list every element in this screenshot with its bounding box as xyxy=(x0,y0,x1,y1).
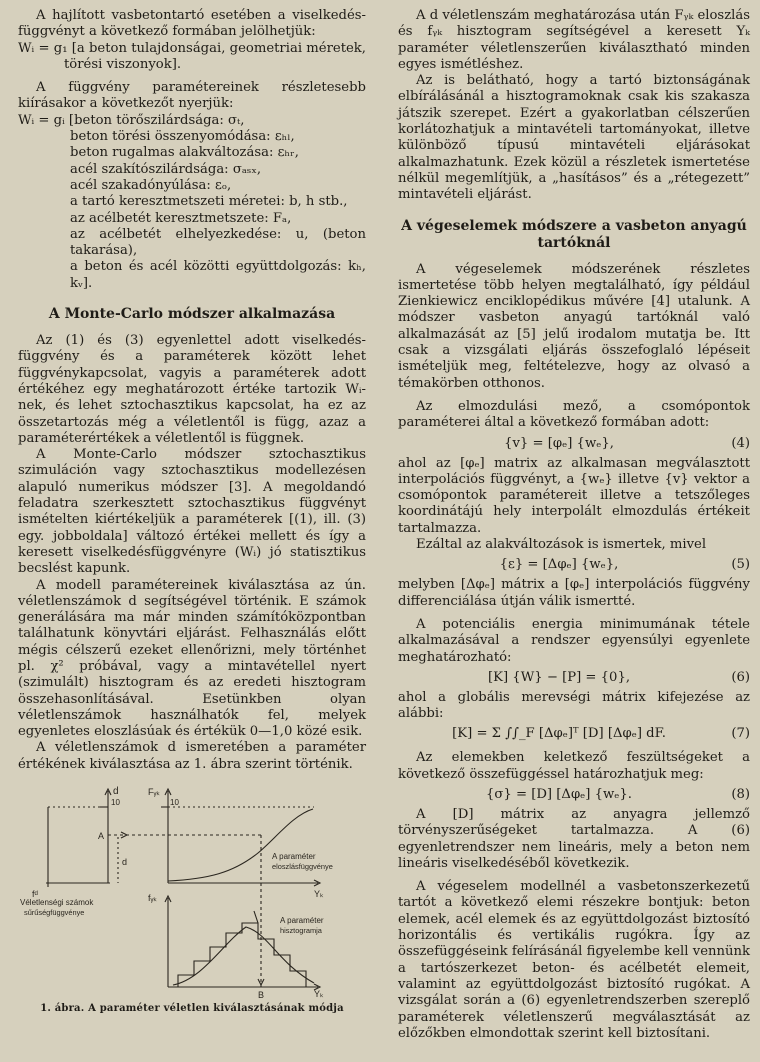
density-label: Véletlenségi számok xyxy=(20,898,94,908)
label-A: A xyxy=(98,831,105,842)
label-B: B xyxy=(258,990,265,1001)
cdf-label: eloszlásfüggvénye xyxy=(272,862,333,872)
list-item: acél szakítószilárdsága: σₐₛₓ, xyxy=(70,161,262,177)
list-item: beton törési összenyomódása: εₕₗ, xyxy=(70,129,295,145)
list-item: acél szakadónyúlása: εₒ, xyxy=(70,177,232,193)
paragraph: A d véletlenszám meghatározása után Fᵧₖ eloszlás és fᵧₖ hisztogram segítségével a keresett Yₖ paraméter véletlenszerűen kiválasztható minden egyes ismétléshez. xyxy=(398,8,750,72)
equation-body: {v} = [φₑ] {wₑ}, xyxy=(504,435,614,451)
equation-number: (4) xyxy=(731,435,750,451)
density-curve xyxy=(173,927,314,985)
equation-body: {σ} = [D] [Δφₑ] {wₑ}. xyxy=(486,786,632,802)
equation-behavior-function: Wᵢ = g₁ [a beton tulajdonságai, geometriai méretek, törési viszonyok]. xyxy=(18,40,366,72)
equation-8 xyxy=(398,786,750,804)
axis-label-fyk: Fᵧₖ xyxy=(148,787,161,798)
paragraph: A függvény paramétereinek részletesebb kiírásakor a következőt nyerjük: xyxy=(18,80,366,112)
figure-diagram xyxy=(18,783,366,1001)
list-item: a beton és acél közötti együttdolgozás: kₕ, kᵥ]. xyxy=(70,259,366,291)
paragraph: ahol a globális merevségi mátrix kifejezése az alábbi: xyxy=(398,689,750,722)
tick-label-10: 10 xyxy=(170,798,179,808)
paragraph: A végeselemek módszerének részletes ismertetése több helyen megtalálható, így például Zienkiewicz enciklopédikus művére [4] utalunk. A módszer vasbeton anyagú tartóknál való alkalmazását az [5] jelű irodalom mutatja be. Itt csak a vizsgálati eljárás összefoglaló lépéseit ismételjük meg, feltételezve, hogy az olvasó a témakörben otthonos. xyxy=(398,261,750,391)
equation-number: (7) xyxy=(731,726,750,742)
paragraph: A modell paramétereinek kiválasztása az ún. véletlenszámok d segítségével történik. E számok generálására ma már minden számítóközpontban találhatunk könyvtári eljárást. Felhasználás előtt mégis célszerű ezeket ellenőrizni, mely történhet pl. χ² próbával, vagy a mintavétellel nyert (szimulált) hisztogram és az eredeti hisztogram összehasonlításával. Esetünkben olyan véletlenszámok használhatók fel, melyek egyenletes eloszlásúak és értékük 0—1,0 közé esik. xyxy=(18,577,366,740)
figure-1 xyxy=(18,783,366,1014)
paragraph: A [D] mátrix az anyagra jellemző törvényszerűségeket tartalmazza. A (6) egyenletrendszer nem lineáris, mely a beton nem lineáris viselkedéséből következik. xyxy=(398,806,750,871)
paragraph: Az (1) és (3) egyenlettel adott viselkedés-függvény és a paraméterek között lehet függvénykapcsolat, vagyis a paraméterek adott értékéhez egy meghatározott értéke tartozik Wᵢ-nek, és lehet sztochasztikus kapcsolat, ha ez az összetartozás még a véletlentől is függ, azaz a paraméterértékek a véletlentől is függnek. xyxy=(18,333,366,446)
label-d-mid: d xyxy=(122,857,128,868)
parameter-list-lead: Wᵢ = gᵢ [beton törőszilárdsága: σₜ, xyxy=(18,112,245,128)
parameter-list xyxy=(18,113,366,292)
equation-7 xyxy=(398,725,750,743)
equation-body: {ε} = [Δφₑ] {wₑ}, xyxy=(499,557,619,573)
axis-label-fyk-small: fᵧₖ xyxy=(148,893,158,904)
equation-body: [K] {W} − [P] = {0}, xyxy=(487,669,631,685)
paragraph: Az is belátható, hogy a tartó biztonságának elbírálásánál a hisztogramoknak csak kis szakasza játszik szerepet. Ezért a gyakorlatban célszerűen korlátozhatjuk a mintavételi tartományokat, illetve különböző típusú mintavételi eljárásokat alkalmazhatunk. Ezek közül a részletek ismertetése nélkül megemlítjük, a „hasításos” és a „rétegezett” mintavételi eljárást. xyxy=(398,73,750,203)
histogram-label: hisztogramja xyxy=(280,926,322,936)
section-heading: A végeselemek módszere a vasbeton anyagú tartóknál xyxy=(401,217,747,251)
paragraph: Az elemekben keletkező feszültségeket a következő összefüggéssel határozhatjuk meg: xyxy=(398,750,750,782)
list-item: az acélbetét elhelyezkedése: u, (beton takarása), xyxy=(70,226,366,259)
density-label: sűrűségfüggvénye xyxy=(24,908,85,918)
left-column xyxy=(18,8,366,1014)
paragraph: A véletlenszámok d ismeretében a paraméter értékének kiválasztása az 1. ábra szerint történik. xyxy=(18,740,366,772)
figure-caption: 1. ábra. A paraméter véletlen kiválasztásának módja xyxy=(40,1003,344,1015)
list-item: az acélbetét keresztmetszete: Fₐ, xyxy=(70,210,292,226)
paragraph: A végeselem modellnél a vasbetonszerkezetű tartót a következő elemi részekre bontjuk: beton elemek, acél elemek és az együttdolgozást biztosító horizontális és vertikális rugókra. Így az összefüggéseink felírásánál figyelembe kell vennünk a tartószerkezet beton- és acélbetét elemeit, valamint az együttdolgozást biztosító rugókat. A vizsgálat során a (6) egyenletrendszerben szereplő paraméterek véletlenszerű megválasztását az előzőkben elmondottak szerint kell biztosítani. xyxy=(398,879,750,1041)
equation-body: [K] = Σ ∫∫_F [Δφₑ]ᵀ [D] [Δφₑ] dF. xyxy=(452,726,666,742)
equation-6 xyxy=(398,669,750,687)
right-column xyxy=(398,8,750,1042)
section-heading: A Monte-Carlo módszer alkalmazása xyxy=(48,306,336,323)
equation-number: (5) xyxy=(731,557,750,573)
cdf-label: A paraméter xyxy=(272,852,316,862)
paragraph: Ezáltal az alakváltozások is ismertek, mivel xyxy=(416,537,707,553)
equation-5 xyxy=(398,556,750,574)
axis-label-d: d xyxy=(113,786,119,798)
paragraph: ahol az [φₑ] matrix az alkalmasan megválasztott interpolációs függvényt, a {wₑ} illetve {v} vektor a csomópontok paramétereit illetve a tetszőleges koordinátájú hely interpolált elmozdulás értékeit tartalmazza. xyxy=(398,455,750,536)
paragraph: Az elmozdulási mező, a csomópontok paraméterei által a következő formában adott: xyxy=(398,398,750,431)
axis-label-yk-top: Yₖ xyxy=(314,889,324,900)
tick-label-10: 10 xyxy=(111,798,120,808)
equation-number: (6) xyxy=(731,669,750,685)
histogram-label: A paraméter xyxy=(280,916,324,926)
list-item: a tartó keresztmetszeti méretei: b, h stb., xyxy=(70,194,348,210)
label-fd: fᵈ xyxy=(32,889,38,900)
paragraph: melyben [Δφₑ] mátrix a [φₑ] interpolációs függvény differenciálása útján válik ismertté. xyxy=(398,577,750,609)
paragraph: A potenciális energia minimumának tétele alkalmazásával a rendszer egyensúlyi egyenlete meghatározható: xyxy=(398,616,750,665)
paragraph: A hajlított vasbetontartó esetében a viselkedés-függvényt a következő formában jelölhetjük: xyxy=(18,8,366,40)
equation-4 xyxy=(398,435,750,453)
paragraph: A Monte-Carlo módszer sztochasztikus szimuláción vagy sztochasztikus modellezésen alapuló numerikus módszer [3]. A megoldandó feladatra szerkesztett sztochasztikus függvényt ismételten kiértékeljük a paraméterek [(1), ill. (3) egy. jobboldala] változó értékei mellett és így a keresett viselkedésfüggvényre (Wᵢ) jó statisztikus becslést kapunk. xyxy=(18,447,366,577)
list-item: beton rugalmas alakváltozása: εₕᵣ, xyxy=(70,145,299,161)
equation-number: (8) xyxy=(731,786,750,802)
axis-label-yk-bottom: Yₖ xyxy=(314,989,324,1000)
